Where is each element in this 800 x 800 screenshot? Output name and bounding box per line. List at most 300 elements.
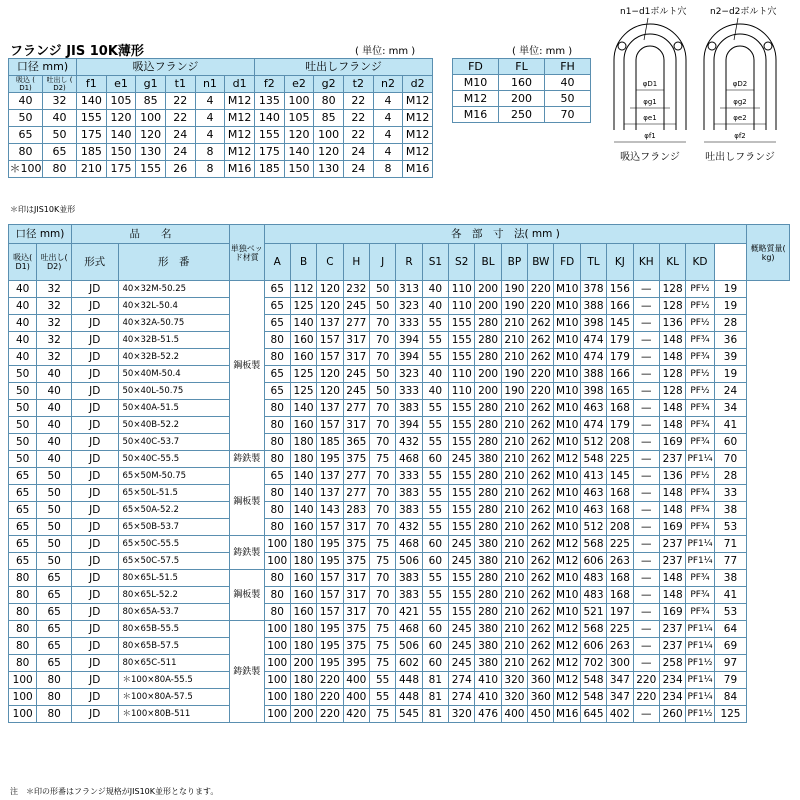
table-cell: 210 (501, 417, 527, 434)
flange-d2-header: 吐出し ( D2) (43, 76, 77, 93)
table-cell: 140 (290, 400, 316, 417)
table-cell: 100 (264, 689, 290, 706)
table-cell: 145 (607, 315, 633, 332)
table-cell: M10 (554, 332, 580, 349)
table-cell: PF1¼ (686, 689, 714, 706)
table-cell: 80 (9, 144, 43, 161)
table-cell: JD (71, 451, 118, 468)
table-cell: 432 (396, 434, 422, 451)
table-cell: 55 (422, 604, 448, 621)
table-cell: 40×32L-50.4 (118, 298, 230, 315)
table-cell: 200 (290, 706, 316, 723)
table-cell: 128 (659, 281, 685, 298)
table-cell: 50 (369, 281, 395, 298)
table-cell: 157 (317, 417, 343, 434)
table-cell: 125 (290, 383, 316, 400)
table-cell: 210 (501, 468, 527, 485)
table-cell: JD (71, 502, 118, 519)
table-cell: 512 (580, 434, 606, 451)
table-cell: 262 (528, 655, 554, 672)
table-cell: 157 (317, 332, 343, 349)
table-cell: 22 (165, 93, 195, 110)
table-cell: 463 (580, 400, 606, 417)
table-cell: 262 (528, 638, 554, 655)
table-cell: 80 (314, 93, 344, 110)
table-row (9, 621, 790, 638)
main-col-fd: FD (554, 244, 580, 281)
table-cell: 65 (264, 383, 290, 400)
table-cell: M12 (554, 638, 580, 655)
table-cell: 155 (449, 468, 475, 485)
table-cell: 365 (343, 434, 369, 451)
table-cell: 483 (580, 570, 606, 587)
main-col-s1: S1 (422, 244, 448, 281)
table-cell: 234 (659, 672, 685, 689)
table-cell: 24 (343, 161, 373, 178)
table-cell: 137 (317, 400, 343, 417)
table-cell: 120 (106, 110, 136, 127)
table-cell: 169 (659, 434, 685, 451)
table-cell: 148 (659, 349, 685, 366)
table-row (9, 110, 433, 127)
table-row (9, 298, 790, 315)
table-cell: 262 (528, 315, 554, 332)
table-cell: 60 (422, 553, 448, 570)
table-cell: PF1½ (686, 706, 714, 723)
table-row (453, 107, 591, 123)
table-cell: 375 (343, 536, 369, 553)
table-cell: 155 (449, 570, 475, 587)
table-cell: 55 (422, 485, 448, 502)
table-cell: PF¾ (686, 485, 714, 502)
table-cell: 65 (264, 366, 290, 383)
table-cell: M12 (554, 553, 580, 570)
fd-table (452, 58, 591, 123)
table-cell: 140 (290, 485, 316, 502)
table-cell: 40 (9, 93, 43, 110)
table-cell: 32 (43, 93, 77, 110)
table-cell: 317 (343, 332, 369, 349)
table-cell: M12 (554, 655, 580, 672)
table-cell: — (633, 468, 659, 485)
table-cell: 70 (545, 107, 591, 123)
table-cell: M12 (225, 127, 255, 144)
table-cell: 155 (449, 587, 475, 604)
table-row (9, 638, 790, 655)
table-cell: 60 (714, 434, 747, 451)
table-cell: 277 (343, 400, 369, 417)
table-cell: 50×40B-52.2 (118, 417, 230, 434)
flange-table (8, 58, 433, 178)
table-cell: 8 (195, 144, 225, 161)
table-cell: 55 (369, 672, 395, 689)
table-cell: 55 (369, 689, 395, 706)
table-cell: 190 (501, 298, 527, 315)
table-row (9, 451, 790, 468)
table-cell: 280 (475, 400, 501, 417)
table-cell: 210 (501, 638, 527, 655)
table-cell: 80 (264, 604, 290, 621)
table-cell: M10 (554, 298, 580, 315)
table-cell: 274 (449, 672, 475, 689)
table-cell: 120 (317, 383, 343, 400)
table-cell: 60 (422, 451, 448, 468)
table-cell: 38 (714, 502, 747, 519)
table-cell: 60 (422, 655, 448, 672)
table-cell: 80×65A-53.7 (118, 604, 230, 621)
table-cell: JD (71, 519, 118, 536)
table-cell: 262 (528, 553, 554, 570)
table-cell: ＊100×80A-57.5 (118, 689, 230, 706)
table-cell: 262 (528, 519, 554, 536)
table-cell: 395 (343, 655, 369, 672)
table-cell: 50 (369, 366, 395, 383)
table-cell: 140 (290, 315, 316, 332)
table-cell: 155 (449, 604, 475, 621)
table-row (9, 144, 433, 161)
table-cell: 512 (580, 519, 606, 536)
table-cell: 190 (501, 281, 527, 298)
table-cell: 40 (422, 366, 448, 383)
table-cell: 50 (369, 298, 395, 315)
table-cell: 55 (422, 434, 448, 451)
table-cell: 80 (264, 417, 290, 434)
table-cell: 155 (449, 400, 475, 417)
table-row (453, 75, 591, 91)
table-cell: 323 (396, 298, 422, 315)
table-cell: 220 (317, 706, 343, 723)
table-cell: 195 (317, 655, 343, 672)
table-cell: 22 (165, 110, 195, 127)
table-cell: 64 (714, 621, 747, 638)
table-cell: 100 (264, 655, 290, 672)
table-cell: 55 (422, 570, 448, 587)
label-f1: φf1 (644, 132, 656, 140)
flange-col-f1: f1 (77, 76, 107, 93)
table-row (9, 383, 790, 400)
table-cell: 333 (396, 315, 422, 332)
table-cell: JD (71, 366, 118, 383)
main-col-kl: KL (659, 244, 685, 281)
table-cell: 70 (714, 451, 747, 468)
table-cell: 65 (9, 536, 37, 553)
table-cell: 40 (545, 75, 591, 91)
table-cell: 210 (501, 485, 527, 502)
table-cell: — (633, 638, 659, 655)
table-cell: M12 (225, 110, 255, 127)
table-cell: 155 (255, 127, 285, 144)
table-cell: JD (71, 655, 118, 672)
table-cell: 280 (475, 332, 501, 349)
table-cell: 148 (659, 332, 685, 349)
table-cell: 40 (9, 349, 37, 366)
table-cell: 100 (264, 638, 290, 655)
table-cell: 125 (290, 298, 316, 315)
table-cell: 179 (607, 349, 633, 366)
table-row (9, 434, 790, 451)
table-row (9, 93, 433, 110)
table-cell: 237 (659, 621, 685, 638)
table-cell: 55 (422, 400, 448, 417)
table-cell: 100 (264, 621, 290, 638)
main-dims-header: 各 部 寸 法( mm ) (264, 225, 747, 244)
table-cell: 140 (290, 502, 316, 519)
table-cell: 383 (396, 400, 422, 417)
table-cell: 280 (475, 315, 501, 332)
table-cell: 155 (449, 315, 475, 332)
table-cell: 75 (369, 706, 395, 723)
table-cell: 55 (422, 502, 448, 519)
table-cell: PF¾ (686, 332, 714, 349)
main-col-bl: BL (475, 244, 501, 281)
table-cell: 185 (317, 434, 343, 451)
table-cell: JD (71, 400, 118, 417)
table-cell: 50 (37, 468, 71, 485)
table-row (9, 689, 790, 706)
table-cell: 280 (475, 468, 501, 485)
main-table (8, 224, 790, 723)
table-cell: 65 (9, 519, 37, 536)
table-cell: 262 (528, 468, 554, 485)
table-cell: 394 (396, 417, 422, 434)
table-cell: 197 (607, 604, 633, 621)
table-cell: 75 (369, 655, 395, 672)
flange-unit: ( 単位: mm ) (355, 46, 416, 57)
table-cell: 100 (9, 706, 37, 723)
table-cell: 80×65C-511 (118, 655, 230, 672)
table-cell: 245 (449, 451, 475, 468)
table-cell: 210 (501, 400, 527, 417)
flange-title: フランジ JIS 10K薄形 (10, 44, 144, 59)
table-cell: 19 (714, 298, 747, 315)
label-g1: φg1 (643, 98, 657, 106)
table-cell: JD (71, 298, 118, 315)
table-cell: M16 (453, 107, 499, 123)
table-cell: 262 (528, 536, 554, 553)
table-cell: 260 (659, 706, 685, 723)
main-col-s2: S2 (449, 244, 475, 281)
table-cell: ＊100×80A-55.5 (118, 672, 230, 689)
table-cell: M10 (554, 400, 580, 417)
table-cell: 300 (607, 655, 633, 672)
table-cell: 85 (136, 93, 166, 110)
table-cell: 65 (264, 468, 290, 485)
table-cell: 195 (317, 451, 343, 468)
table-cell: 85 (314, 110, 344, 127)
table-cell: 65 (9, 127, 43, 144)
table-cell: 208 (607, 434, 633, 451)
table-cell: 320 (501, 672, 527, 689)
table-cell: 168 (607, 587, 633, 604)
table-cell: 40 (9, 332, 37, 349)
table-cell: 237 (659, 638, 685, 655)
table-cell: 160 (290, 519, 316, 536)
table-cell: 210 (501, 553, 527, 570)
table-cell: 26 (165, 161, 195, 178)
table-cell: M10 (554, 468, 580, 485)
table-cell: 225 (607, 451, 633, 468)
table-cell: 80 (264, 570, 290, 587)
table-cell: 24 (714, 383, 747, 400)
table-cell: 180 (290, 621, 316, 638)
table-cell: 280 (475, 502, 501, 519)
table-cell: 483 (580, 587, 606, 604)
table-cell: 4 (373, 127, 403, 144)
table-cell: 70 (369, 315, 395, 332)
table-row (9, 281, 790, 298)
table-row (9, 485, 790, 502)
table-cell: JD (71, 332, 118, 349)
table-cell: M10 (554, 570, 580, 587)
table-cell: 65 (264, 281, 290, 298)
table-cell: 100 (264, 672, 290, 689)
table-cell: 65 (37, 655, 71, 672)
table-cell: 32 (37, 332, 71, 349)
table-cell: 165 (607, 383, 633, 400)
table-cell: 210 (501, 587, 527, 604)
table-cell: M12 (554, 621, 580, 638)
table-cell: 40 (37, 417, 71, 434)
table-cell: 180 (290, 672, 316, 689)
table-cell: 155 (449, 485, 475, 502)
table-cell: 195 (317, 553, 343, 570)
table-cell: 50×40L-50.75 (118, 383, 230, 400)
table-cell: 313 (396, 281, 422, 298)
table-cell: 160 (290, 587, 316, 604)
table-cell: 70 (369, 604, 395, 621)
table-cell: 80 (264, 434, 290, 451)
table-cell: 245 (449, 536, 475, 553)
table-cell: 65×50A-52.2 (118, 502, 230, 519)
table-cell: 50×40C-55.5 (118, 451, 230, 468)
table-cell: — (633, 570, 659, 587)
table-cell: 250 (499, 107, 545, 123)
table-cell: 135 (255, 93, 285, 110)
table-cell: 200 (475, 383, 501, 400)
table-cell: 80 (9, 570, 37, 587)
table-cell: 262 (528, 400, 554, 417)
table-cell: JD (71, 417, 118, 434)
table-row (9, 400, 790, 417)
table-cell: JD (71, 281, 118, 298)
table-cell: M12 (554, 451, 580, 468)
table-cell: 220 (528, 281, 554, 298)
table-cell: 50×40C-53.7 (118, 434, 230, 451)
table-cell: 112 (290, 281, 316, 298)
table-cell: 120 (284, 127, 314, 144)
table-cell: 232 (343, 281, 369, 298)
table-cell: PF1¼ (686, 553, 714, 570)
table-cell: 128 (659, 298, 685, 315)
table-row (9, 587, 790, 604)
table-cell: 80 (264, 485, 290, 502)
table-cell: PF½ (686, 383, 714, 400)
table-cell: 105 (284, 110, 314, 127)
table-cell: 8 (373, 161, 403, 178)
table-cell: 80 (43, 161, 77, 178)
fd-col-fd: FD (453, 59, 499, 75)
table-cell: 606 (580, 638, 606, 655)
flange-col-e1: e1 (106, 76, 136, 93)
table-cell: 65 (37, 604, 71, 621)
table-cell: M12 (453, 91, 499, 107)
table-cell: JD (71, 536, 118, 553)
table-cell: 168 (607, 485, 633, 502)
table-cell: 40 (43, 110, 77, 127)
table-row (9, 536, 790, 553)
flange-col-t2: t2 (343, 76, 373, 93)
table-cell: 24 (165, 144, 195, 161)
table-cell: 40×32M-50.25 (118, 281, 230, 298)
table-cell: 22 (343, 127, 373, 144)
material-cell: 鋼板製 (230, 468, 264, 536)
table-cell: 245 (449, 638, 475, 655)
table-cell: 65×50C-57.5 (118, 553, 230, 570)
table-cell: ＊100×80B-511 (118, 706, 230, 723)
main-name-header: 品 名 (71, 225, 229, 244)
table-cell: 180 (290, 451, 316, 468)
table-cell: 317 (343, 519, 369, 536)
table-cell: 55 (422, 315, 448, 332)
table-cell: 208 (607, 519, 633, 536)
table-cell: 220 (528, 298, 554, 315)
table-cell: 383 (396, 502, 422, 519)
table-cell: 75 (369, 536, 395, 553)
table-cell: 80×65B-57.5 (118, 638, 230, 655)
table-cell: 262 (528, 451, 554, 468)
table-cell: M10 (554, 315, 580, 332)
table-cell: 262 (528, 587, 554, 604)
table-cell: 65 (264, 298, 290, 315)
table-cell: 60 (422, 536, 448, 553)
table-cell: 120 (317, 366, 343, 383)
table-cell: 568 (580, 536, 606, 553)
table-row (9, 553, 790, 570)
table-cell: PF½ (686, 315, 714, 332)
table-cell: 80 (264, 519, 290, 536)
table-cell: 155 (449, 417, 475, 434)
table-cell: 65 (43, 144, 77, 161)
table-cell: 220 (317, 689, 343, 706)
table-row (9, 366, 790, 383)
material-cell: 鋳鉄製 (230, 536, 264, 570)
table-cell: JD (71, 689, 118, 706)
table-cell: — (633, 332, 659, 349)
table-cell: 53 (714, 604, 747, 621)
table-cell: 258 (659, 655, 685, 672)
table-cell: 200 (290, 655, 316, 672)
table-cell: 40 (37, 434, 71, 451)
table-cell: 55 (422, 417, 448, 434)
table-cell: PF¾ (686, 587, 714, 604)
main-d1-header: 吸込( D1) (9, 244, 37, 281)
table-cell: 262 (528, 485, 554, 502)
main-model-header: 形 番 (118, 244, 230, 281)
table-cell: PF½ (686, 298, 714, 315)
table-cell: 128 (659, 383, 685, 400)
table-cell: — (633, 383, 659, 400)
table-row (9, 468, 790, 485)
table-cell: M10 (554, 281, 580, 298)
flange-discharge-header: 吐出しフランジ (255, 59, 433, 76)
table-cell: 65 (37, 587, 71, 604)
table-cell: 262 (528, 604, 554, 621)
table-cell: 375 (343, 553, 369, 570)
table-cell: 168 (607, 400, 633, 417)
caption-discharge: 吐出しフランジ (705, 152, 775, 163)
flange-col-g2: g2 (314, 76, 344, 93)
table-cell: JD (71, 485, 118, 502)
